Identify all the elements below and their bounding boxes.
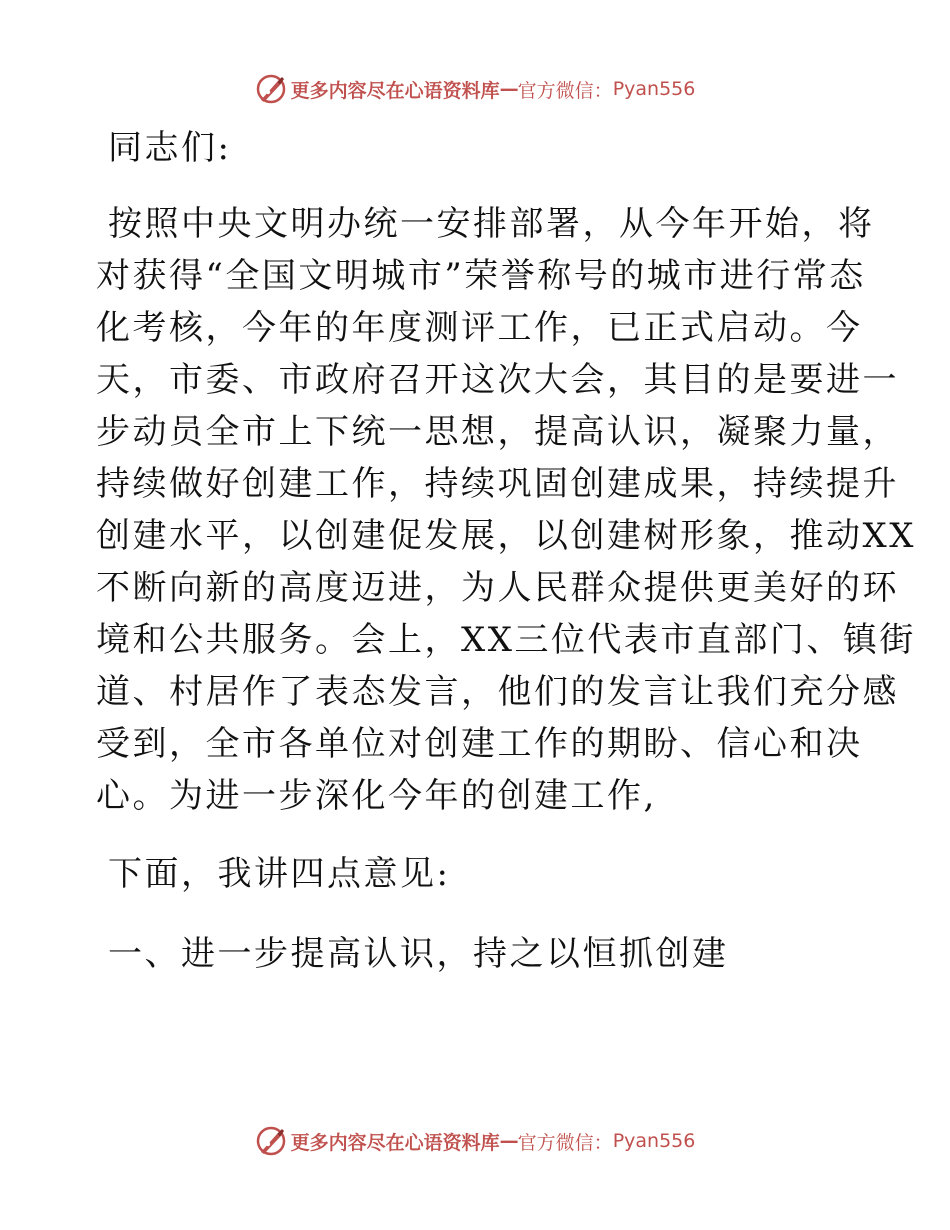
watermark-dash: —	[499, 1130, 518, 1152]
watermark-main-text: 更多内容尽在心语资料库	[290, 79, 500, 102]
section-heading: 一、进一步提高认识，持之以恒抓创建	[108, 934, 729, 974]
paragraph-line: 境和公共服务。会上，XX三位代表市直部门、镇街	[96, 620, 916, 660]
closing-line: 下面，我讲四点意见:	[108, 854, 451, 894]
main-paragraph	[96, 198, 916, 822]
document-body	[96, 122, 916, 980]
pen-logo-icon	[255, 1125, 287, 1157]
header-watermark	[0, 73, 950, 105]
greeting: 同志们:	[108, 128, 232, 168]
paragraph-line: 化考核，今年的年度测评工作，已正式启动。今	[96, 308, 863, 348]
watermark-wechat-id: Pyan556	[612, 1130, 696, 1152]
paragraph-line: 创建水平，以创建促发展，以创建树形象，推动XX	[96, 516, 916, 556]
footer-watermark	[0, 1125, 950, 1157]
paragraph-line: 不断向新的高度迈进，为人民群众提供更美好的环	[96, 568, 899, 608]
watermark-main-text: 更多内容尽在心语资料库	[290, 1131, 500, 1154]
paragraph-line: 按照中央文明办统一安排部署，从今年开始，将	[108, 204, 875, 244]
paragraph-line: 道、村居作了表态发言，他们的发言让我们充分感	[96, 672, 899, 712]
paragraph-line: 对获得“全国文明城市”荣誉称号的城市进行常态	[96, 256, 866, 296]
paragraph-line: 受到，全市各单位对创建工作的期盼、信心和决	[96, 724, 863, 764]
paragraph-line: 天，市委、市政府召开这次大会，其目的是要进一	[96, 360, 899, 400]
watermark-wechat-id: Pyan556	[612, 78, 696, 100]
paragraph-line: 步动员全市上下统一思想，提高认识，凝聚力量，	[96, 412, 899, 452]
watermark-dash: —	[499, 78, 518, 100]
watermark-sub-text: 官方微信：	[517, 79, 613, 102]
paragraph-line: 持续做好创建工作，持续巩固创建成果，持续提升	[96, 464, 899, 504]
paragraph-line: 心。为进一步深化今年的创建工作,	[96, 776, 657, 816]
pen-logo-icon	[255, 73, 287, 105]
watermark-sub-text: 官方微信：	[517, 1131, 613, 1154]
